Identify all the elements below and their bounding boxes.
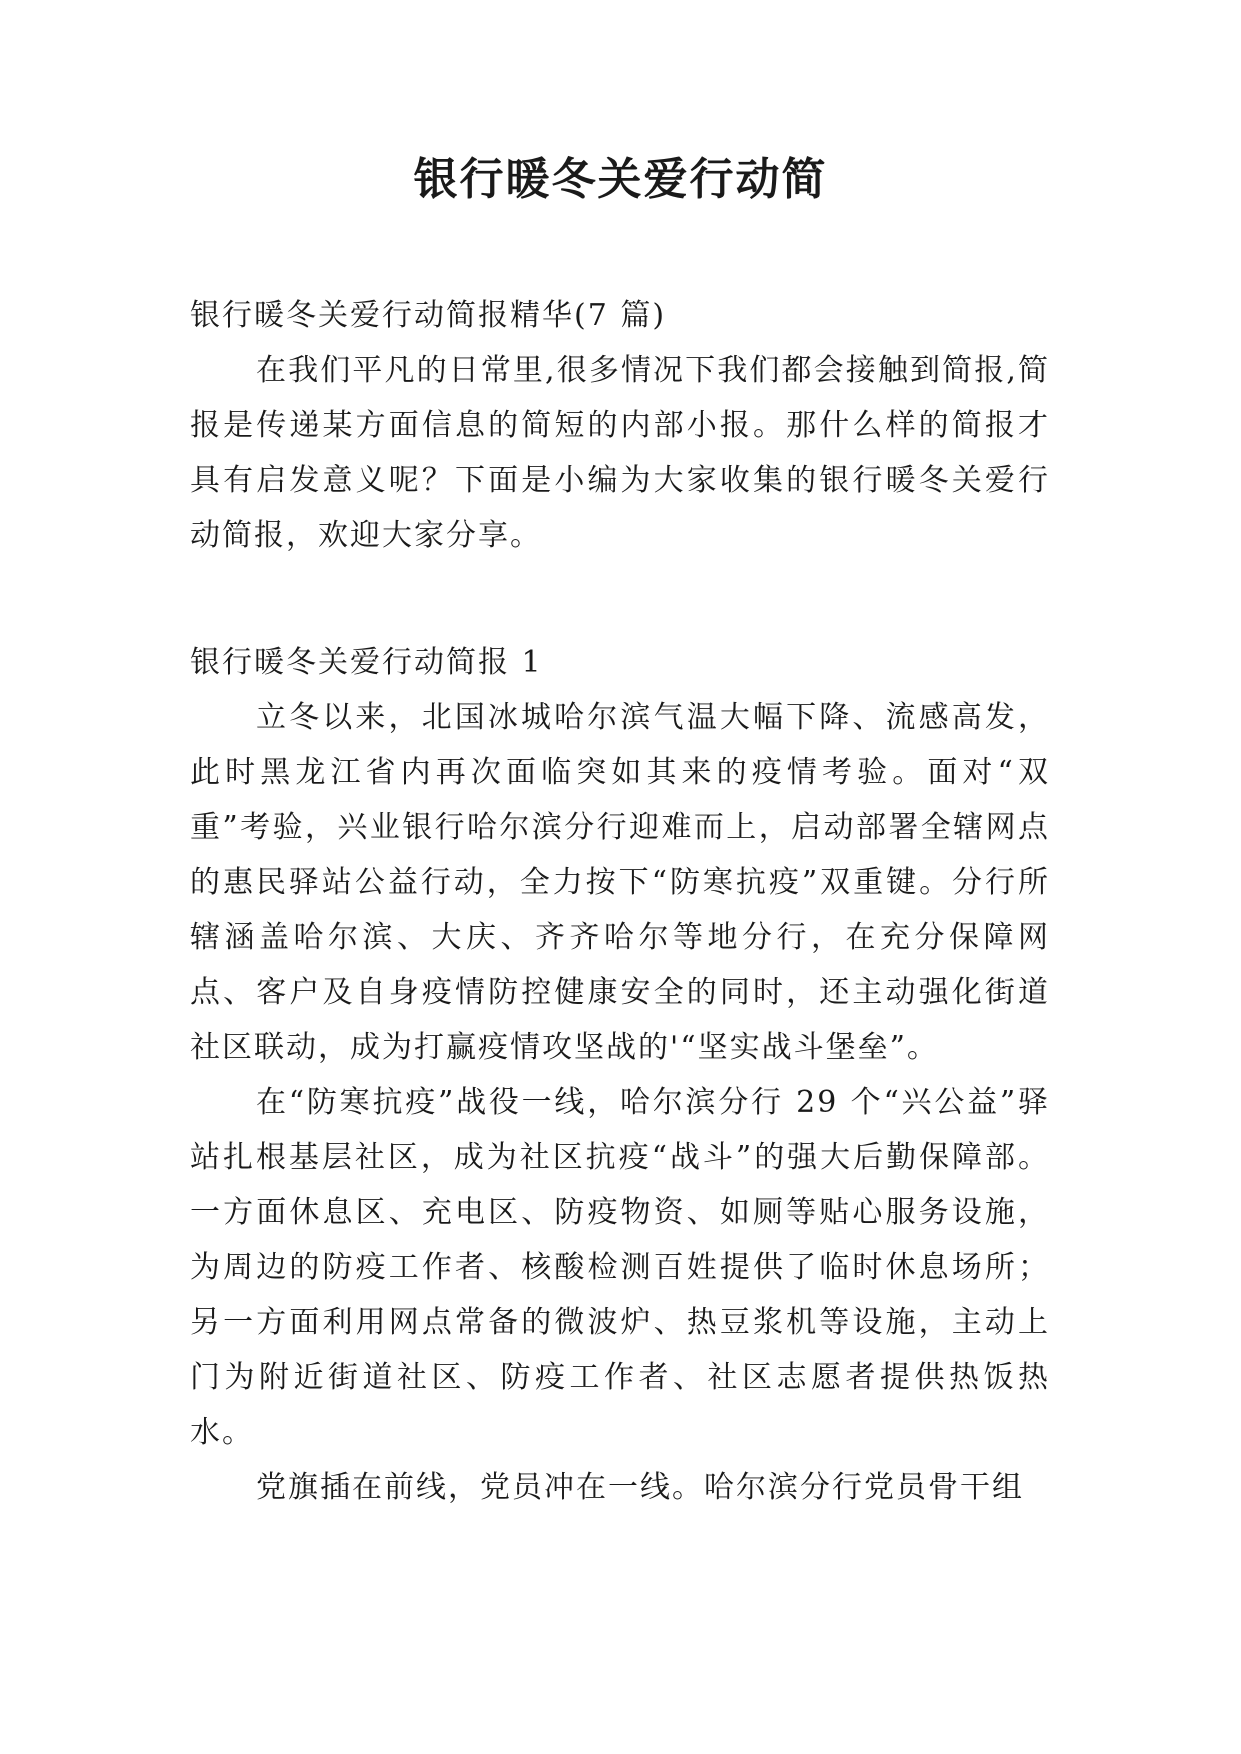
body-paragraph: 立冬以来，北国冰城哈尔滨气温大幅下降、流感高发，此时黑龙江省内再次面临突如其来的疫情考验。面对“双重”考验，兴业银行哈尔滨分行迎难而上，启动部署全辖网点的惠民驿站公益行动，全力按下“防寒抗疫”双重键。分行所辖涵盖哈尔滨、大庆、齐齐哈尔等地分行，在充分保障网点、客户及自身疫情防控健康安全的同时，还主动强化街道社区联动，成为打赢疫情攻坚战的'“坚实战斗堡垒”。 xyxy=(190,700,1050,1065)
intro-paragraph: 在我们平凡的日常里,很多情况下我们都会接触到简报,简报是传递某方面信息的简短的内部小报。那什么样的简报才具有启发意义呢？下面是小编为大家收集的银行暖冬关爱行动简报，欢迎大家分享。 xyxy=(190,353,1050,553)
document-body xyxy=(190,288,1050,1515)
body-paragraph: 在“防寒抗疫”战役一线，哈尔滨分行 29 个“兴公益”驿站扎根基层社区，成为社区抗疫“战斗”的强大后勤保障部。一方面休息区、充电区、防疫物资、如厕等贴心服务设施，为周边的防疫工作者、核酸检测百姓提供了临时休息场所；另一方面利用网点常备的微波炉、热豆浆机等设施，主动上门为附近街道社区、防疫工作者、社区志愿者提供热饭热水。 xyxy=(190,1085,1050,1450)
document-subtitle: 银行暖冬关爱行动简报精华(7 篇) xyxy=(190,298,667,333)
body-paragraph: 党旗插在前线，党员冲在一线。哈尔滨分行党员骨干组 xyxy=(256,1470,1024,1505)
section-spacer xyxy=(190,563,1050,635)
document-title: 银行暖冬关爱行动简 xyxy=(413,154,828,205)
section-heading: 银行暖冬关爱行动简报 1 xyxy=(190,645,543,680)
